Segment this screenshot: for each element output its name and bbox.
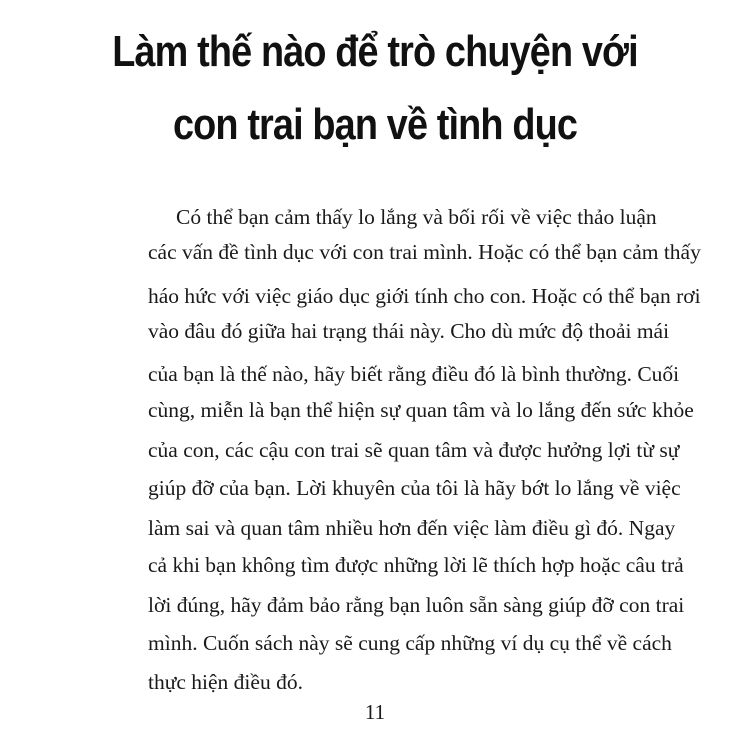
body-line: giúp đỡ của bạn. Lời khuyên của tôi là hãy bớt lo lắng về việc (148, 476, 681, 500)
body-line: mình. Cuốn sách này sẽ cung cấp những ví dụ cụ thể về cách (148, 631, 672, 655)
body-line: làm sai và quan tâm nhiều hơn đến việc làm điều gì đó. Ngay (148, 516, 676, 540)
page-number: 11 (364, 700, 386, 724)
body-line: lời đúng, hãy đảm bảo rằng bạn luôn sẵn sàng giúp đỡ con trai (148, 593, 685, 617)
chapter-title-line-2: con trai bạn về tình dục (172, 100, 578, 149)
body-line: của bạn là thế nào, hãy biết rằng điều đó là bình thường. Cuối (148, 362, 680, 386)
chapter-title-line-1: Làm thế nào để trò chuyện với (112, 27, 638, 76)
body-line: của con, các cậu con trai sẽ quan tâm và được hưởng lợi từ sự (148, 438, 680, 462)
body-line: cùng, miễn là bạn thể hiện sự quan tâm và lo lắng đến sức khỏe (148, 398, 694, 422)
body-line: các vấn đề tình dục với con trai mình. Hoặc có thể bạn cảm thấy (148, 240, 701, 264)
body-line: vào đâu đó giữa hai trạng thái này. Cho dù mức độ thoải mái (148, 319, 670, 343)
body-line: háo hức với việc giáo dục giới tính cho con. Hoặc có thể bạn rơi (148, 284, 701, 308)
body-line: thực hiện điều đó. (148, 670, 303, 694)
body-line: cả khi bạn không tìm được những lời lẽ thích hợp hoặc câu trả (148, 553, 684, 577)
body-line: Có thể bạn cảm thấy lo lắng và bối rối về việc thảo luận (176, 205, 657, 229)
